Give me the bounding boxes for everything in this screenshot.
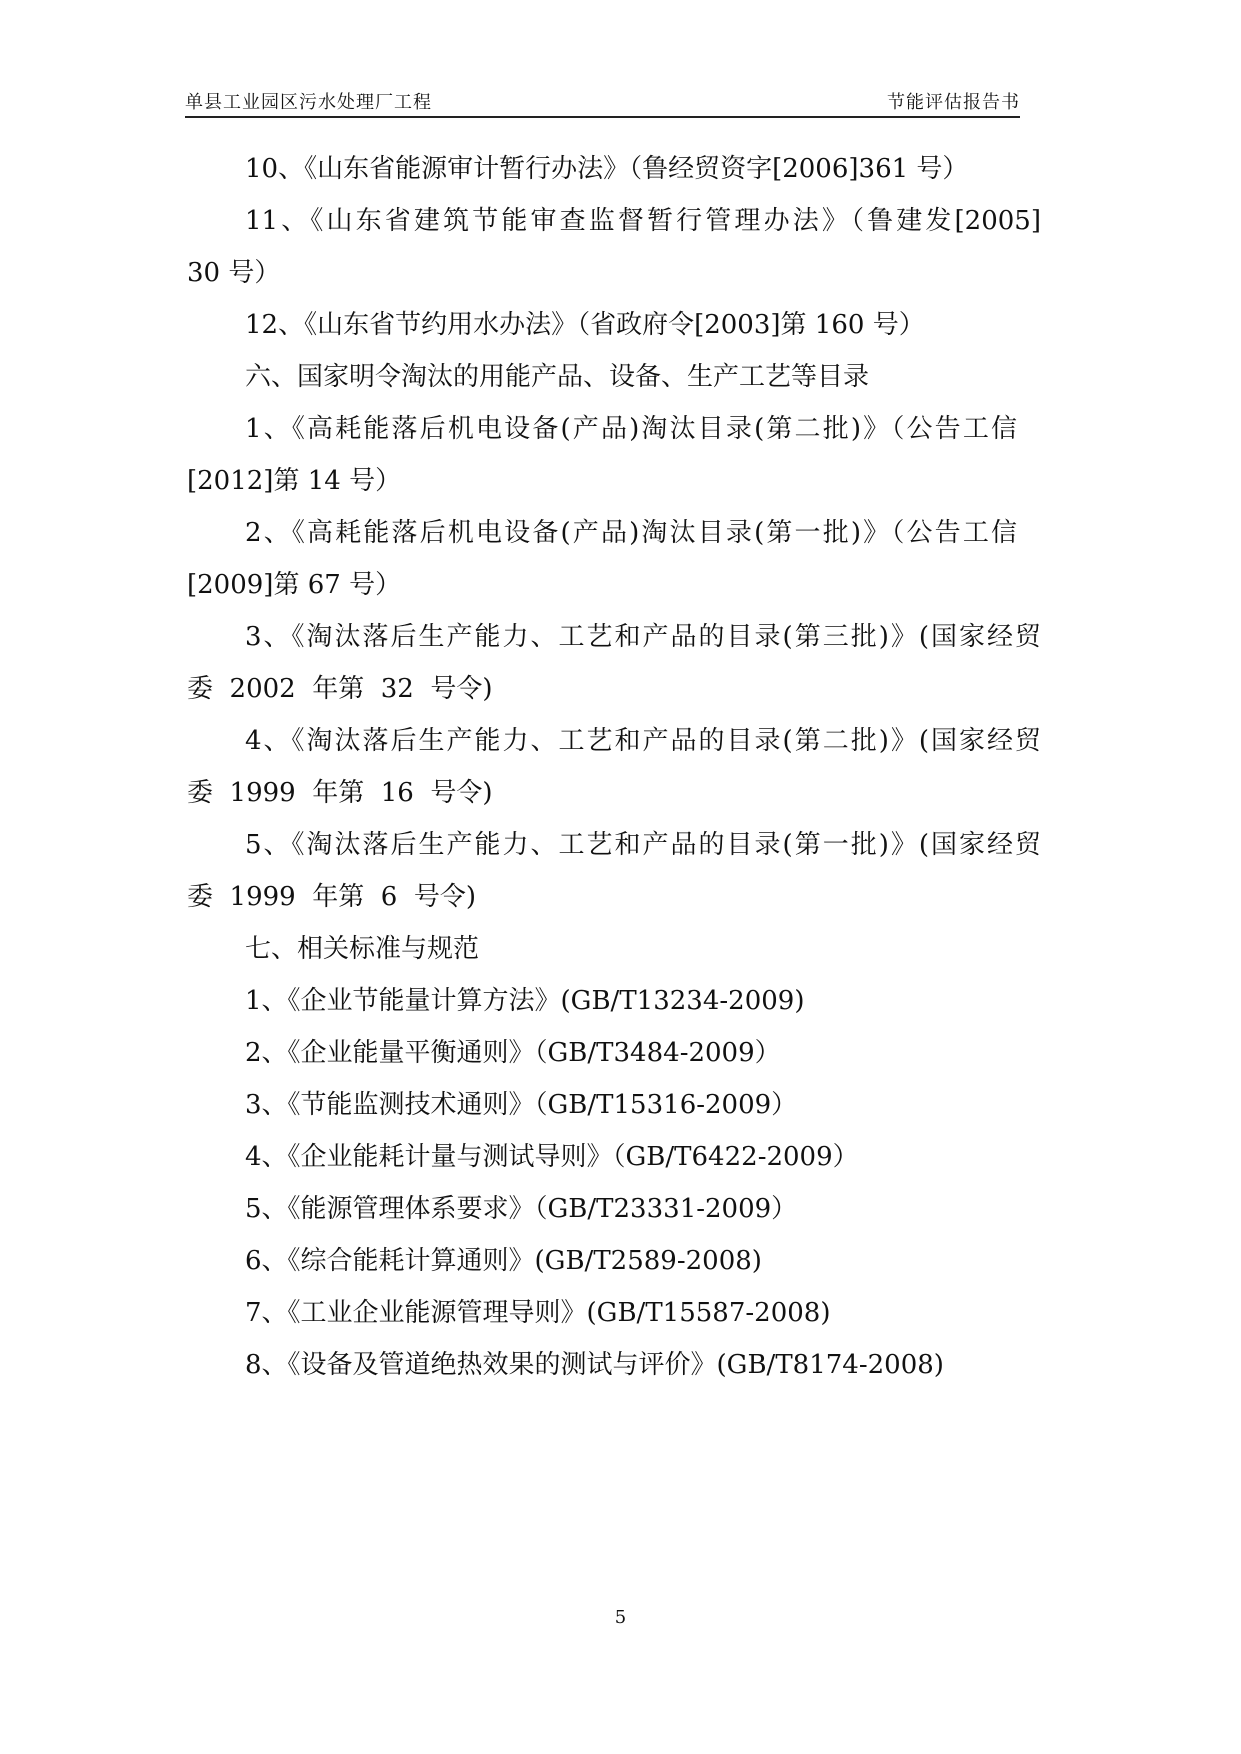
standard-item-6: 6、《综合能耗计算通则》(GB/T2589-2008) bbox=[245, 1246, 762, 1276]
obsolete-item-4: 4、《淘汰落后生产能力、工艺和产品的目录(第二批)》(国家经贸 bbox=[245, 726, 1041, 756]
standard-item-1: 1、《企业节能量计算方法》(GB/T13234-2009) bbox=[245, 986, 805, 1016]
standard-item-3: 3、《节能监测技术通则》（GB/T15316-2009） bbox=[245, 1090, 798, 1120]
standard-item-7: 7、《工业企业能源管理导则》(GB/T15587-2008) bbox=[245, 1298, 831, 1328]
section-heading-6: 六、国家明令淘汰的用能产品、设备、生产工艺等目录 bbox=[245, 362, 870, 392]
standard-item-2: 2、《企业能量平衡通则》（GB/T3484-2009） bbox=[245, 1038, 781, 1068]
header-document-type: 节能评估报告书 bbox=[887, 92, 1020, 113]
obsolete-item-2-cont: [2009]第 67 号） bbox=[187, 570, 402, 600]
reference-item-11-cont: 30 号） bbox=[187, 258, 281, 288]
obsolete-item-4-cont: 委 1999 年第 16 号令) bbox=[187, 778, 493, 808]
page-header bbox=[185, 86, 1020, 118]
standard-item-4: 4、《企业能耗计量与测试导则》（GB/T6422-2009） bbox=[245, 1142, 859, 1172]
obsolete-item-1: 1、《高耗能落后机电设备(产品)淘汰目录(第二批)》（公告工信 bbox=[245, 414, 1017, 444]
obsolete-item-5-cont: 委 1999 年第 6 号令) bbox=[187, 882, 476, 912]
reference-item-10: 10、《山东省能源审计暂行办法》（鲁经贸资字[2006]361 号） bbox=[245, 154, 969, 184]
section-heading-7: 七、相关标准与规范 bbox=[245, 934, 480, 964]
header-project-title: 单县工业园区污水处理厂工程 bbox=[185, 92, 432, 113]
standard-item-5: 5、《能源管理体系要求》（GB/T23331-2009） bbox=[245, 1194, 798, 1224]
standard-item-8: 8、《设备及管道绝热效果的测试与评价》(GB/T8174-2008) bbox=[245, 1350, 944, 1380]
obsolete-item-5: 5、《淘汰落后生产能力、工艺和产品的目录(第一批)》(国家经贸 bbox=[245, 830, 1041, 860]
obsolete-item-3-cont: 委 2002 年第 32 号令) bbox=[187, 674, 493, 704]
page-number: 5 bbox=[614, 1607, 627, 1628]
reference-item-11: 11、《山东省建筑节能审查监督暂行管理办法》（鲁建发[2005] bbox=[245, 206, 1041, 236]
obsolete-item-2: 2、《高耗能落后机电设备(产品)淘汰目录(第一批)》（公告工信 bbox=[245, 518, 1017, 548]
reference-item-12: 12、《山东省节约用水办法》（省政府令[2003]第 160 号） bbox=[245, 310, 925, 340]
obsolete-item-3: 3、《淘汰落后生产能力、工艺和产品的目录(第三批)》(国家经贸 bbox=[245, 622, 1041, 652]
obsolete-item-1-cont: [2012]第 14 号） bbox=[187, 466, 402, 496]
